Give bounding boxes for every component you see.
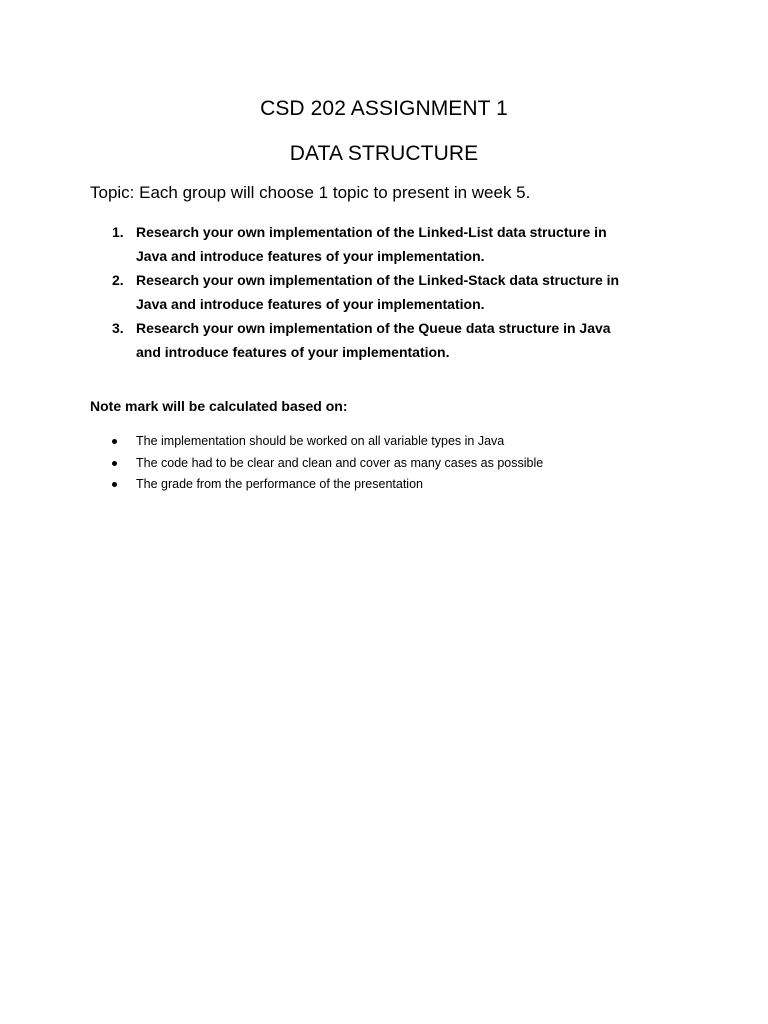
criteria-list-item xyxy=(112,431,712,453)
topic-text-line-2: Java and introduce features of your implementation. xyxy=(136,296,485,312)
topic-text-line-2: and introduce features of your implementation. xyxy=(136,344,450,360)
criteria-text: The implementation should be worked on all variable types in Java xyxy=(136,434,505,448)
topic-text-line-2: Java and introduce features of your implementation. xyxy=(136,248,485,264)
list-number: 1. xyxy=(112,224,124,240)
criteria-text: The grade from the performance of the presentation xyxy=(136,477,423,491)
topic-text-line-1: Research your own implementation of the Linked-Stack data structure in xyxy=(136,272,620,288)
topic-list-item xyxy=(105,316,695,364)
criteria-list-item xyxy=(112,474,712,496)
topic-instruction: Topic: Each group will choose 1 topic to present in week 5. xyxy=(90,183,531,202)
bullet-icon xyxy=(112,439,117,444)
document-subtitle: DATA STRUCTURE xyxy=(289,142,479,165)
list-number: 3. xyxy=(112,320,124,336)
topic-text-line-1: Research your own implementation of the Queue data structure in Java xyxy=(136,320,611,336)
criteria-list-item xyxy=(112,453,712,475)
topic-list-item xyxy=(105,220,695,268)
bullet-icon xyxy=(112,482,117,487)
topic-list-item xyxy=(105,268,695,316)
grading-criteria-list xyxy=(112,431,712,496)
bullet-icon xyxy=(112,461,117,466)
list-number: 2. xyxy=(112,272,124,288)
note-heading: Note mark will be calculated based on: xyxy=(90,398,348,414)
topic-text-line-1: Research your own implementation of the Linked-List data structure in xyxy=(136,224,607,240)
topic-list xyxy=(105,220,695,364)
document-title: CSD 202 ASSIGNMENT 1 xyxy=(260,97,508,120)
criteria-text: The code had to be clear and clean and cover as many cases as possible xyxy=(136,455,544,470)
